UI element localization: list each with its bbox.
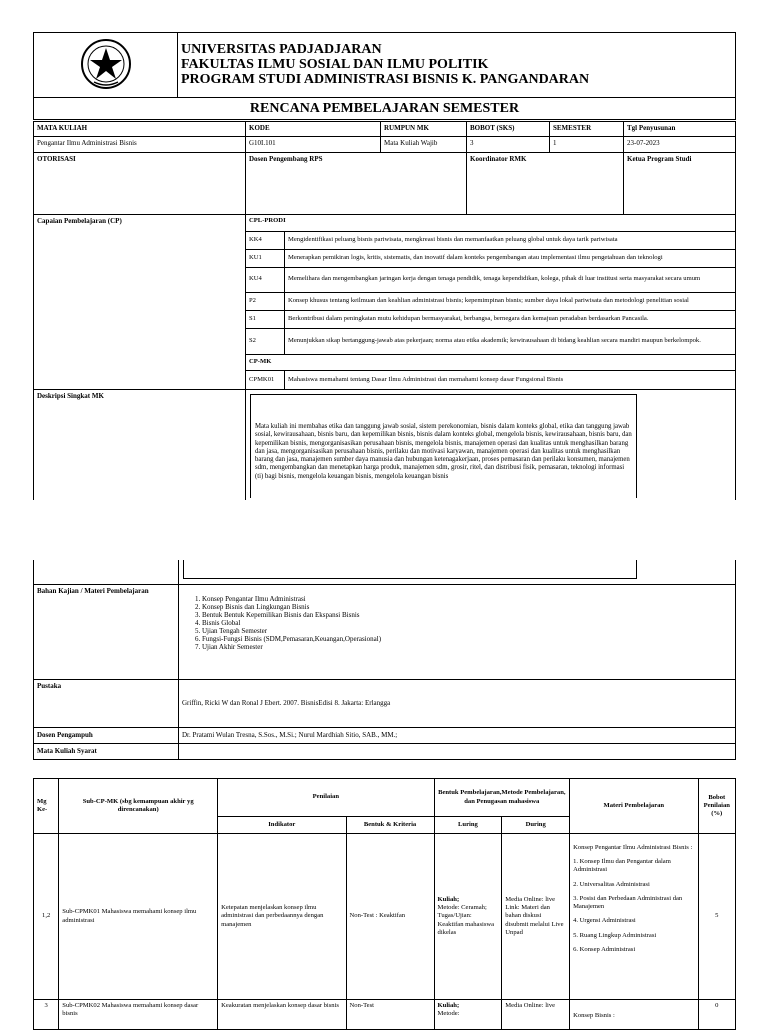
cpl-code: P2 [246, 292, 285, 310]
table-row [34, 1000, 736, 1030]
bahan-list [182, 595, 732, 651]
table-row [34, 834, 736, 1000]
col-rumpun: RUMPUN MK [381, 122, 467, 137]
deskripsi-continuation [179, 560, 736, 584]
koordinator-label: Koordinator RMK [467, 153, 624, 215]
cpl-prodi-label: CPL-PRODI [246, 215, 735, 231]
row-luring [434, 834, 502, 1000]
cpl-text: Mengidentifikasi peluang bisnis pariwisata, mengkreasi bisnis dan memanfaatkan peluang global untuk daya tarik pariwisata [285, 231, 736, 249]
dosen-rps-label: Dosen Pengembang RPS [246, 153, 467, 215]
row-bobot: 5 [698, 834, 735, 1000]
bobot-value: 3 [467, 137, 550, 153]
cpl-text: Berkontribusi dalam peningkatan mutu kehidupan bermasyarakat, berbangsa, bernegara dan kemajuan peradaban berdasarkan Pancasila. [285, 310, 736, 328]
list-item: 7. Ujian Akhir Semester [202, 643, 732, 651]
row-sub: Sub-CPMK02 Mahasiswa memahami konsep dasar bisnis [59, 1000, 218, 1030]
col-tgl: Tgl Penyusunan [624, 122, 736, 137]
cpmk-label: CP-MK [246, 354, 735, 370]
header-table [33, 32, 736, 120]
syarat-label: Mata Kuliah Syarat [34, 743, 179, 759]
logo-cell [34, 33, 178, 98]
university-name: UNIVERSITAS PADJADJARAN [181, 42, 382, 57]
row-materi [570, 834, 698, 1000]
deskripsi-cell [246, 390, 736, 500]
row-materi: Konsep Bisnis : [570, 1000, 698, 1030]
tgl-value: 23-07-2023 [624, 137, 736, 153]
deskripsi-label: Deskripsi Singkat MK [34, 390, 246, 500]
deskripsi-continuation-label [34, 560, 179, 584]
program-name: PROGRAM STUDI ADMINISTRASI BISNIS K. PANGANDARAN [181, 72, 590, 87]
col-penilaian: Penilaian [218, 779, 434, 817]
deskripsi-box-end [183, 560, 637, 579]
col-kode: KODE [246, 122, 381, 137]
mk-value: Pengantar Ilmu Administrasi Bisnis [34, 137, 246, 153]
row-daring: Media Online: live [502, 1000, 570, 1030]
faculty-name: FAKULTAS ILMU SOSIAL DAN ILMU POLITIK [181, 57, 489, 72]
luring-text: Metode: Ceramah; Tugas/Ujian: Keaktifan mahasiswa dikelas [437, 904, 495, 936]
row-kriteria: Non-Test : Keaktifan [346, 834, 434, 1000]
row-kriteria: Non-Test [346, 1000, 434, 1030]
list-item: 3. Bentuk Bentuk Kepemilikan Bisnis dan Ekspansi Bisnis [202, 611, 732, 619]
col-bobot: BOBOT (SKS) [467, 122, 550, 137]
cpl-table [246, 215, 735, 389]
row-luring [434, 1000, 502, 1030]
otorisasi-label: OTORISASI [34, 153, 246, 215]
col-mata-kuliah: MATA KULIAH [34, 122, 246, 137]
cp-label: Capaian Pembelajaran (CP) [34, 215, 246, 390]
col-semester: SEMESTER [550, 122, 624, 137]
luring-title: Kuliah; [437, 1002, 460, 1009]
cpl-code: KK4 [246, 231, 285, 249]
row-sub: Sub-CPMK01 Mahasiswa memahami konsep ilmu administrasi [59, 834, 218, 1000]
cpl-code: S2 [246, 328, 285, 354]
syarat-text [179, 743, 736, 759]
col-luring: Luring [434, 817, 502, 834]
cpl-code: KU4 [246, 267, 285, 292]
col-indikator: Indikator [218, 817, 346, 834]
row-mg: 3 [34, 1000, 59, 1030]
materi-item: 1. Konsep Ilmu dan Pengantar dalam Administrasi [573, 858, 671, 874]
bahan-label: Bahan Kajian / Materi Pembelajaran [34, 584, 179, 679]
col-bobot: Bobot Penilaian (%) [698, 779, 735, 834]
pustaka-label: Pustaka [34, 679, 179, 727]
materi-item: 6. Konsep Administrasi [573, 945, 636, 953]
rumpun-value: Mata Kuliah Wajib [381, 137, 467, 153]
list-item: 1. Konsep Pengantar Ilmu Administrasi [202, 595, 732, 603]
luring-text: Metode: [437, 1010, 460, 1018]
cpl-text: Memelihara dan mengembangkan jaringan kerja dengan tenaga pendidik, tenaga kependidikan, kolega, pihak di luar institusi serta masyarakat secara umum [285, 267, 736, 292]
col-materi: Materi Pembelajaran [570, 779, 698, 834]
deskripsi-box [250, 394, 637, 498]
col-sub-cpmk: Sub-CP-MK (sbg kemampuan akhir yg direncanakan) [59, 779, 218, 834]
cpl-text: Menerapkan pemikiran logis, kritis, sistematis, dan inovatif dalam konteks pengembangan atau implementasi ilmu pengetahuan dan teknologi [285, 249, 736, 267]
col-minggu: Mg Ke- [34, 779, 59, 834]
materi-item: 5. Ruang Lingkup Administrasi [573, 931, 657, 939]
list-item: 5. Ujian Tengah Semester [202, 627, 732, 635]
header-title-cell [178, 33, 736, 98]
row-mg: 1,2 [34, 834, 59, 1000]
deskripsi-text: Mata kuliah ini membahas etika dan tanggung jawab sosial, sistem perekonomian, bisnis dalam konteks global, etika dan tanggung jawab sosial, kewirausahaan, bisnis baru, dan kepemilikan bisnis, bisnis dalam konteks global, mengelola bisnis, kewirausahaan, bisnis baru, dan kepemilikan bisnis, mengorganisasikan perusahaan bisnis, mengelola bisnis, manajemen operasi dan kualitas untuk menghasilkan barang dan jasa, mengorganisasikan perusahaan bisnis, perilaku dan motivasi karyawan, manajemen operasi dan kualitas untuk menghasilkan barang dan jasa, manajemen sumber daya manusia dan hubungan ketenagakerjaan, proses pemasaran dan perilaku konsumen, manajemen sdm, mengembangkan dan menetapkan harga produk, manajemen sdm, grosir, ritel, dan distribusi fisik, pemasaran, teknologi informasi (ti) bagi bisnis, mengelola keuangan bisnis, mengelola keuangan bisnis [255, 423, 632, 480]
luring-title: Kuliah; [437, 895, 460, 903]
materi-item: 3. Posisi dan Perbedaan Administrasi dan Manajemen [573, 894, 683, 911]
col-daring: During [502, 817, 570, 834]
materi-item: 2. Universalitas Administrasi [573, 880, 650, 888]
cpl-code: S1 [246, 310, 285, 328]
ketua-label: Ketua Program Studi [624, 153, 736, 215]
page-title: RENCANA PEMBELAJARAN SEMESTER [34, 98, 736, 120]
list-item: 4. Bisnis Global [202, 619, 732, 627]
materials-table [33, 560, 736, 760]
cpl-code: KU1 [246, 249, 285, 267]
col-kriteria: Bentuk & Kriteria [346, 817, 434, 834]
schedule-table [33, 778, 736, 1030]
semester-value: 1 [550, 137, 624, 153]
row-indikator: Ketepatan menjelaskan konsep ilmu administrasi dan perbedaannya dengan manajemen [218, 834, 346, 1000]
pustaka-text: Griffin, Ricki W dan Ronal J Ebert. 2007. BisnisEdisi 8. Jakarta: Erlangga [179, 679, 736, 727]
list-item: 6. Fungsi-Fungsi Bisnis (SDM,Pemasaran,Keuangan,Operasional) [202, 635, 732, 643]
bahan-cell [179, 584, 736, 679]
col-bentuk: Bentuk Pembelajaran,Metode Pembelajaran, dan Penugasan mahasiswa [434, 779, 570, 817]
row-indikator: Keakuratan menjelaskan konsep dasar bisnis [218, 1000, 346, 1030]
row-daring: Media Online: live Link: Materi dan bahan diskusi disubmit melalui Live Unpad [502, 834, 570, 1000]
materi-item: 4. Urgensi Administrasi [573, 917, 636, 925]
cpmk-text: Mahasiswa memahami tentang Dasar Ilmu Administrasi dan memahami konsep dasar Fungsional Bisnis [285, 370, 736, 389]
cpl-text: Menunjukkan sikap bertanggung-jawab atas pekerjaan; norma atau etika akademik; kewirausahaan di bidang keahlian secara mandiri maupun berkelompok. [285, 328, 736, 354]
list-item: 2. Konsep Bisnis dan Lingkungan Bisnis [202, 603, 732, 611]
cpl-text: Konsep khusus tentang keilmuan dan keahlian administrasi bisnis; kepemimpinan bisnis; sumber daya lokal pariwisata dan metodologi penelitian sosial [285, 292, 736, 310]
materi-title: Konsep Pengantar Ilmu Administrasi Bisnis : [573, 844, 693, 851]
row-bobot: 0 [698, 1000, 735, 1030]
dosen-text: Dr. Pratami Wulan Tresna, S.Sos., M.Si.; Nurul Mardhiah Sitio, SAB., MM.; [179, 727, 736, 743]
kode-value: G10I.101 [246, 137, 381, 153]
cpl-cell [246, 215, 736, 390]
info-table [33, 121, 736, 500]
cpmk-code: CPMK01 [246, 370, 285, 389]
dosen-label: Dosen Pengampuh [34, 727, 179, 743]
university-logo [80, 38, 132, 90]
